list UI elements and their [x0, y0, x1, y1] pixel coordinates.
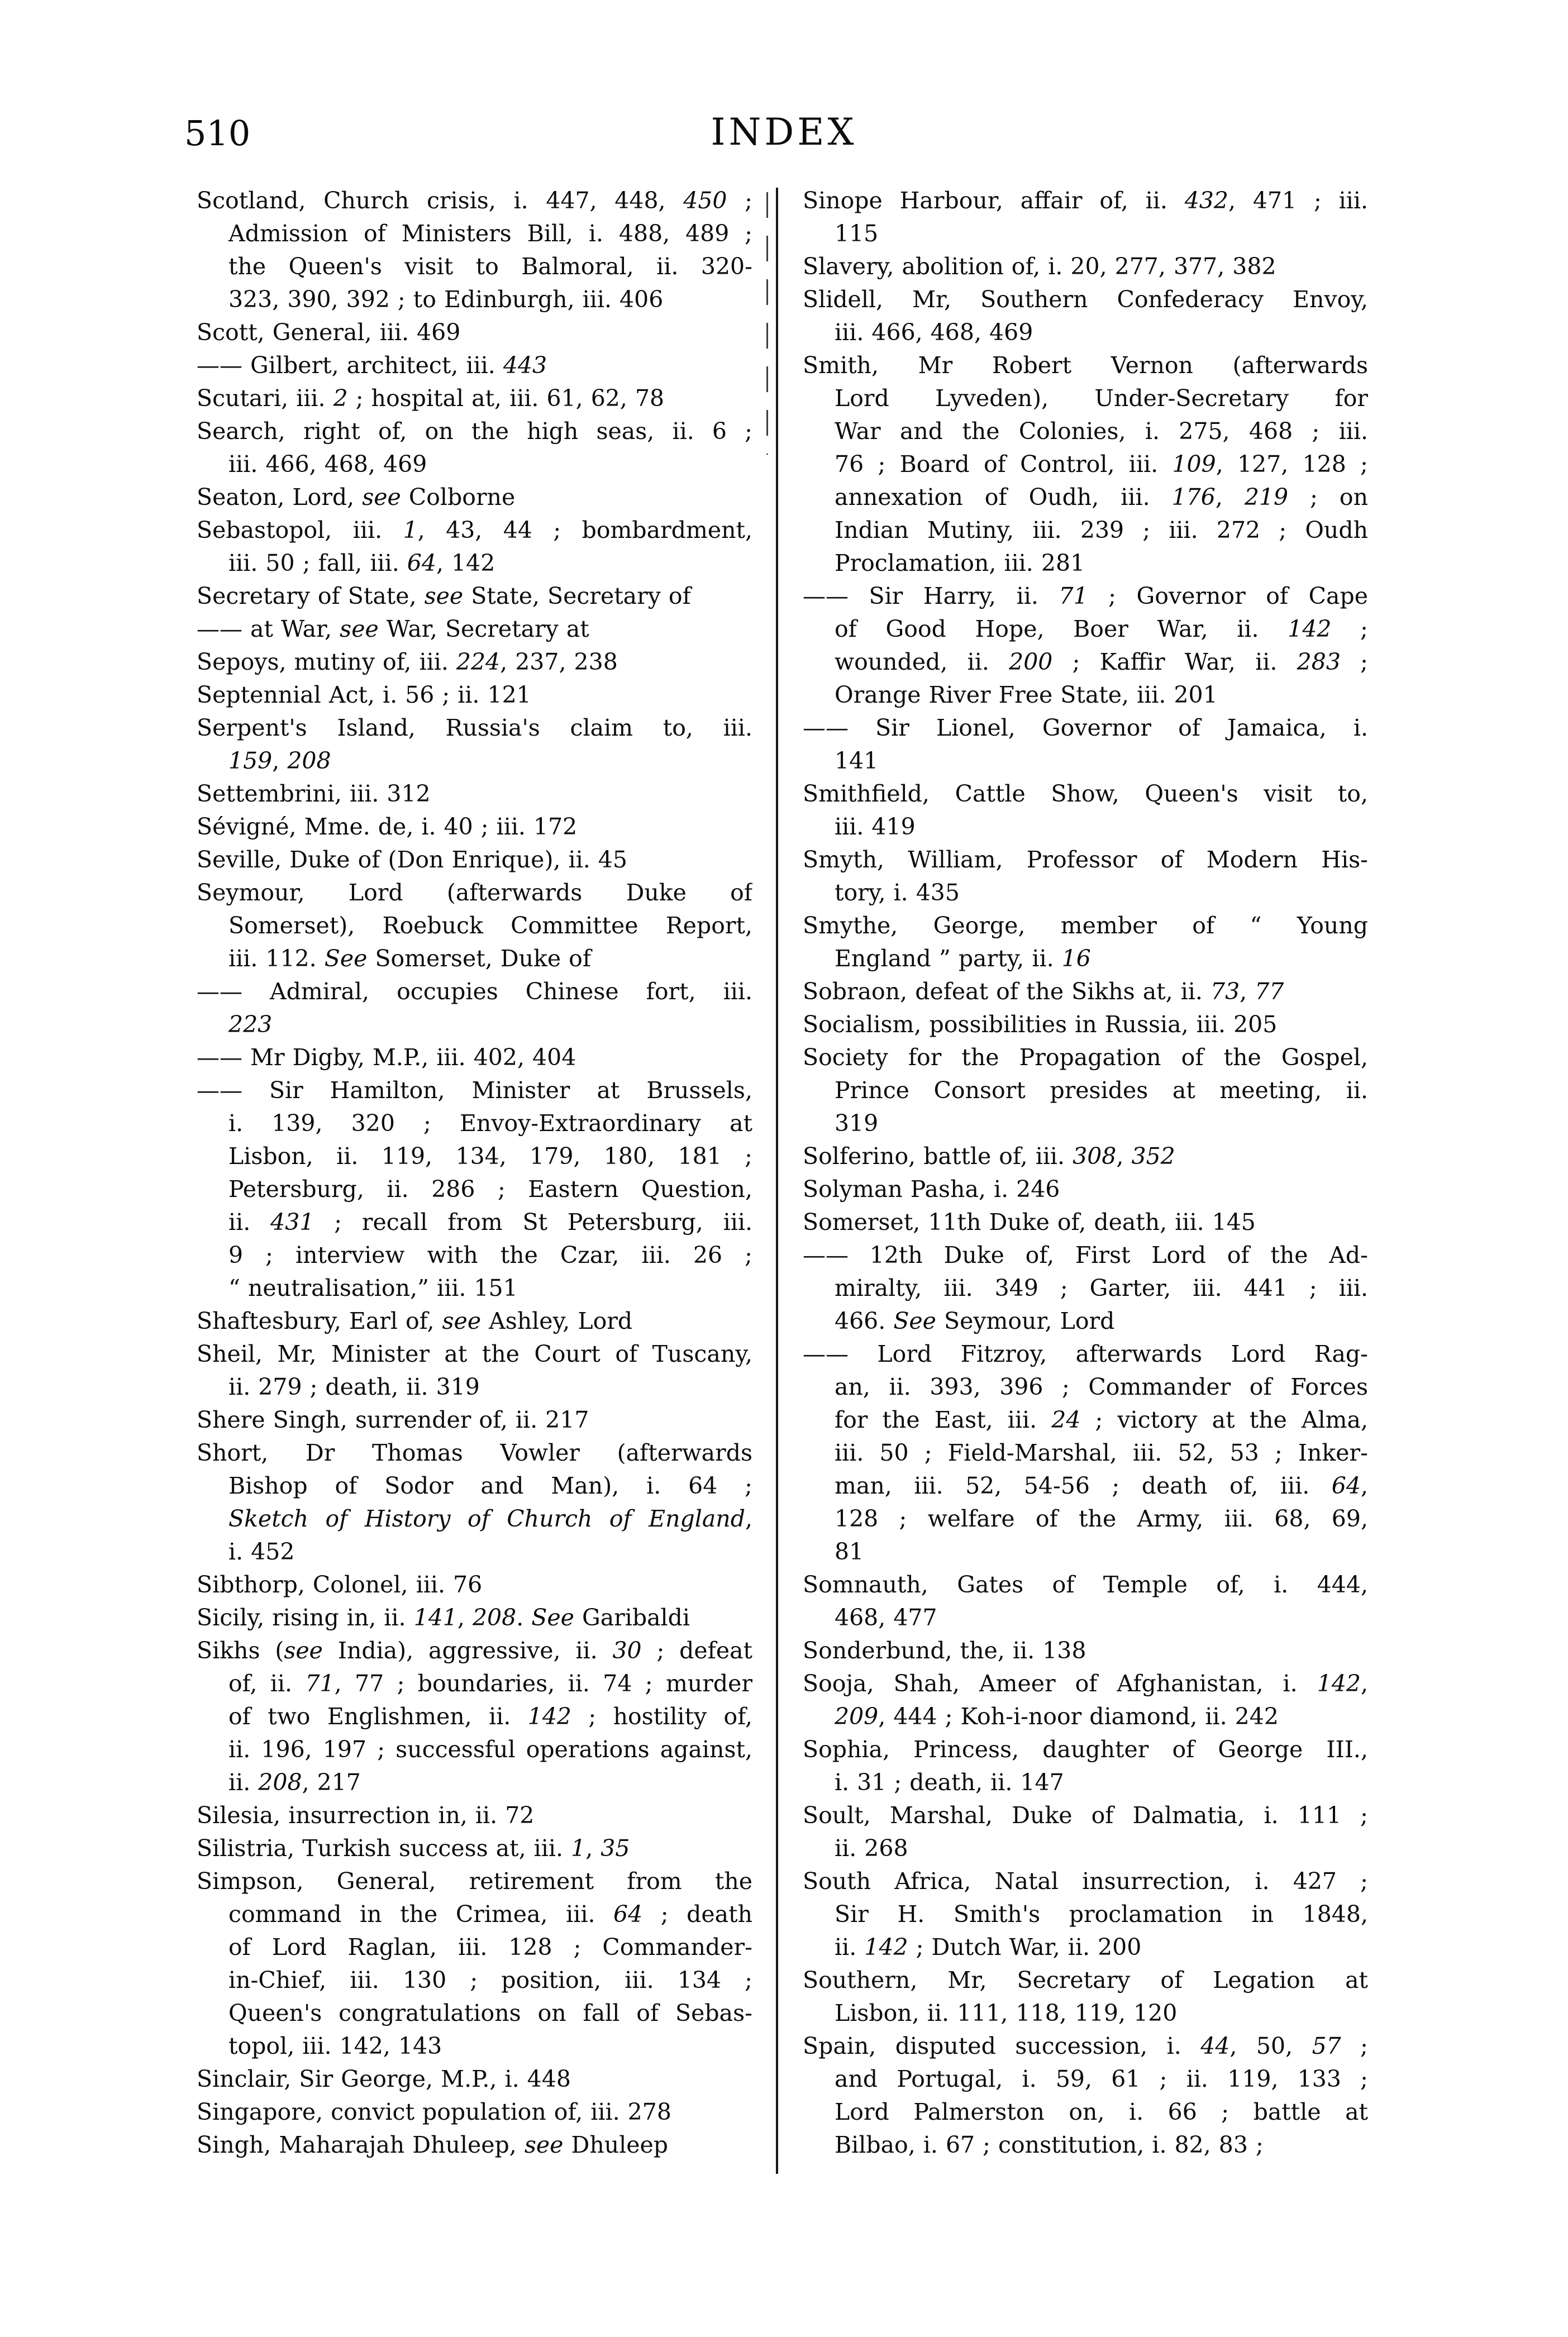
index-line: Scotland, Church crisis, i. 447, 448, 450 ; — [197, 187, 752, 214]
index-line: Lord Palmerston on, i. 66 ; battle at — [835, 2098, 1368, 2125]
index-line: Sketch of History of Church of England, — [228, 1505, 752, 1532]
index-line: Somnauth, Gates of Temple of, i. 444, — [803, 1571, 1368, 1598]
index-line: Bilbao, i. 67 ; constitution, i. 82, 83 ; — [835, 2131, 1264, 2158]
index-line: Smythe, George, member of “ Young — [803, 912, 1368, 939]
index-column-right — [803, 184, 1368, 2162]
index-line: —— Mr Digby, M.P., iii. 402, 404 — [197, 1044, 576, 1071]
index-line: 159, 208 — [228, 747, 331, 774]
index-line: Search, right of, on the high seas, ii. 6 ; — [197, 418, 752, 445]
index-line: Seville, Duke of (Don Enrique), ii. 45 — [197, 846, 627, 873]
index-line: 468, 477 — [835, 1604, 937, 1631]
index-column-left — [197, 184, 752, 2162]
index-line: topol, iii. 142, 143 — [228, 2033, 442, 2059]
index-line: Shaftesbury, Earl of, see Ashley, Lord — [197, 1308, 633, 1334]
index-line: Shere Singh, surrender of, ii. 217 — [197, 1406, 589, 1433]
index-line: Scott, General, iii. 469 — [197, 319, 461, 346]
index-line: Soult, Marshal, Duke of Dalmatia, i. 111 ; — [803, 1802, 1368, 1829]
index-line: iii. 50 ; Field-Marshal, iii. 52, 53 ; Inker- — [835, 1439, 1368, 1466]
index-line: 128 ; welfare of the Army, iii. 68, 69, — [835, 1505, 1368, 1532]
index-line: Solyman Pasha, i. 246 — [803, 1176, 1060, 1203]
index-line: of Lord Raglan, iii. 128 ; Commander- — [228, 1934, 752, 1961]
index-line: Sonderbund, the, ii. 138 — [803, 1637, 1086, 1664]
index-line: Prince Consort presides at meeting, ii. — [835, 1077, 1368, 1104]
index-line: Proclamation, iii. 281 — [835, 550, 1085, 576]
index-line: England ” party, ii. 16 — [835, 945, 1091, 972]
index-line: Lord Lyveden), Under-Secretary for — [835, 385, 1368, 412]
index-line: of Good Hope, Boer War, ii. 142 ; — [835, 616, 1368, 642]
index-line: —— Lord Fitzroy, afterwards Lord Rag- — [803, 1341, 1368, 1367]
index-line: —— at War, see War, Secretary at — [197, 616, 589, 642]
index-line: ii. 279 ; death, ii. 319 — [228, 1373, 480, 1400]
index-line: Somerset, 11th Duke of, death, iii. 145 — [803, 1209, 1256, 1236]
index-line: Sobraon, defeat of the Sikhs at, ii. 73, 77 — [803, 978, 1284, 1005]
index-line: annexation of Oudh, iii. 176, 219 ; on — [835, 484, 1368, 511]
index-line: ii. 196, 197 ; successful operations against, — [228, 1736, 752, 1763]
index-line: Sebastopol, iii. 1, 43, 44 ; bombardment, — [197, 517, 752, 543]
index-line: Socialism, possibilities in Russia, iii. 205 — [803, 1011, 1278, 1038]
index-line: Slavery, abolition of, i. 20, 277, 377, 382 — [803, 253, 1276, 280]
index-line: iii. 419 — [835, 813, 916, 840]
index-line: 319 — [835, 1110, 879, 1137]
index-line: Orange River Free State, iii. 201 — [835, 681, 1218, 708]
index-line: man, iii. 52, 54-56 ; death of, iii. 64, — [835, 1472, 1368, 1499]
index-line: Smith, Mr Robert Vernon (afterwards — [803, 352, 1368, 379]
index-line: ii. 142 ; Dutch War, ii. 200 — [835, 1934, 1142, 1961]
index-line: Bishop of Sodor and Man), i. 64 ; — [228, 1472, 752, 1499]
index-line: Singh, Maharajah Dhuleep, see Dhuleep — [197, 2131, 669, 2158]
index-line: —— Sir Lionel, Governor of Jamaica, i. — [803, 714, 1368, 741]
index-line: i. 139, 320 ; Envoy-Extraordinary at — [228, 1110, 752, 1137]
index-line: 209, 444 ; Koh-i-noor diamond, ii. 242 — [835, 1703, 1279, 1730]
index-line: of, ii. 71, 77 ; boundaries, ii. 74 ; murder — [228, 1670, 752, 1697]
index-line: Sir H. Smith's proclamation in 1848, — [835, 1901, 1368, 1928]
page-number: 510 — [184, 113, 251, 154]
index-line: Lisbon, ii. 119, 134, 179, 180, 181 ; — [228, 1143, 752, 1170]
index-line: —— Admiral, occupies Chinese fort, iii. — [197, 978, 752, 1005]
index-line: Southern, Mr, Secretary of Legation at — [803, 1967, 1368, 1993]
index-line: Admission of Ministers Bill, i. 488, 489 ; — [228, 220, 752, 247]
index-line: “ neutralisation,” iii. 151 — [228, 1275, 518, 1301]
index-line: iii. 466, 468, 469 — [835, 319, 1033, 346]
index-line: Petersburg, ii. 286 ; Eastern Question, — [228, 1176, 752, 1203]
column-divider-ghost-line — [766, 192, 768, 455]
index-line: Smyth, William, Professor of Modern His- — [803, 846, 1368, 873]
index-line: miralty, iii. 349 ; Garter, iii. 441 ; iii. — [835, 1275, 1368, 1301]
index-line: Settembrini, iii. 312 — [197, 780, 431, 807]
index-line: Smithfield, Cattle Show, Queen's visit to, — [803, 780, 1368, 807]
index-line: —— 12th Duke of, First Lord of the Ad- — [803, 1242, 1368, 1268]
index-line: Sinclair, Sir George, M.P., i. 448 — [197, 2066, 571, 2092]
index-line: Sinope Harbour, affair of, ii. 432, 471 ; iii. — [803, 187, 1368, 214]
index-line: command in the Crimea, iii. 64 ; death — [228, 1901, 752, 1928]
index-line: Serpent's Island, Russia's claim to, iii. — [197, 714, 752, 741]
index-line: tory, i. 435 — [835, 879, 960, 906]
index-line: Slidell, Mr, Southern Confederacy Envoy, — [803, 286, 1368, 313]
index-line: i. 31 ; death, ii. 147 — [835, 1769, 1064, 1796]
index-line: Singapore, convict population of, iii. 278 — [197, 2098, 671, 2125]
index-line: Sooja, Shah, Ameer of Afghanistan, i. 142, — [803, 1670, 1368, 1697]
index-line: in-Chief, iii. 130 ; position, iii. 134 ; — [228, 1967, 752, 1993]
index-line: 115 — [835, 220, 879, 247]
index-line: iii. 112. See Somerset, Duke of — [228, 945, 592, 972]
index-line: South Africa, Natal insurrection, i. 427 ; — [803, 1868, 1368, 1895]
index-line: Sévigné, Mme. de, i. 40 ; iii. 172 — [197, 813, 578, 840]
index-line: Sheil, Mr, Minister at the Court of Tuscany, — [197, 1341, 752, 1367]
index-line: —— Gilbert, architect, iii. 443 — [197, 352, 547, 379]
index-line: the Queen's visit to Balmoral, ii. 320- — [228, 253, 752, 280]
index-line: Society for the Propagation of the Gospel, — [803, 1044, 1368, 1071]
index-line: Silistria, Turkish success at, iii. 1, 35 — [197, 1835, 630, 1862]
index-line: 323, 390, 392 ; to Edinburgh, iii. 406 — [228, 286, 664, 313]
index-line: Queen's congratulations on fall of Sebas- — [228, 2000, 752, 2026]
index-line: Spain, disputed succession, i. 44, 50, 57 ; — [803, 2033, 1368, 2059]
index-line: and Portugal, i. 59, 61 ; ii. 119, 133 ; — [835, 2066, 1368, 2092]
index-line: Sibthorp, Colonel, iii. 76 — [197, 1571, 483, 1598]
index-line: Sophia, Princess, daughter of George III., — [803, 1736, 1368, 1763]
index-line: Secretary of State, see State, Secretary of — [197, 583, 691, 609]
index-line: ii. 431 ; recall from St Petersburg, iii. — [228, 1209, 752, 1236]
index-line: Silesia, insurrection in, ii. 72 — [197, 1802, 535, 1829]
index-line: Sicily, rising in, ii. 141, 208. See Garibaldi — [197, 1604, 690, 1631]
index-line: —— Sir Harry, ii. 71 ; Governor of Cape — [803, 583, 1368, 609]
index-line: 223 — [228, 1011, 273, 1038]
index-line: Somerset), Roebuck Committee Report, — [228, 912, 752, 939]
index-line: Lisbon, ii. 111, 118, 119, 120 — [835, 2000, 1178, 2026]
index-line: Seaton, Lord, see Colborne — [197, 484, 516, 511]
column-divider — [776, 188, 778, 2174]
index-line: War and the Colonies, i. 275, 468 ; iii. — [835, 418, 1368, 445]
index-line: Scutari, iii. 2 ; hospital at, iii. 61, 62, 78 — [197, 385, 665, 412]
index-line: 81 — [835, 1538, 864, 1565]
index-line: iii. 466, 468, 469 — [228, 451, 427, 478]
index-line: Septennial Act, i. 56 ; ii. 121 — [197, 681, 531, 708]
index-line: an, ii. 393, 396 ; Commander of Forces — [835, 1373, 1368, 1400]
index-line: Sikhs (see India), aggressive, ii. 30 ; defeat — [197, 1637, 752, 1664]
index-line: —— Sir Hamilton, Minister at Brussels, — [197, 1077, 752, 1104]
index-line: 141 — [835, 747, 879, 774]
index-line: ii. 268 — [835, 1835, 908, 1862]
index-line: of two Englishmen, ii. 142 ; hostility of, — [228, 1703, 752, 1730]
index-line: 76 ; Board of Control, iii. 109, 127, 128 ; — [835, 451, 1368, 478]
index-line: ii. 208, 217 — [228, 1769, 361, 1796]
index-line: Simpson, General, retirement from the — [197, 1868, 752, 1895]
index-line: i. 452 — [228, 1538, 295, 1565]
index-line: 466. See Seymour, Lord — [835, 1308, 1115, 1334]
page-title: INDEX — [711, 111, 857, 154]
index-line: 9 ; interview with the Czar, iii. 26 ; — [228, 1242, 752, 1268]
index-line: Short, Dr Thomas Vowler (afterwards — [197, 1439, 752, 1466]
index-line: Sepoys, mutiny of, iii. 224, 237, 238 — [197, 648, 618, 675]
index-line: Seymour, Lord (afterwards Duke of — [197, 879, 752, 906]
index-line: Indian Mutiny, iii. 239 ; iii. 272 ; Oudh — [835, 517, 1368, 543]
index-line: Solferino, battle of, iii. 308, 352 — [803, 1143, 1175, 1170]
index-line: iii. 50 ; fall, iii. 64, 142 — [228, 550, 495, 576]
index-line: wounded, ii. 200 ; Kaffir War, ii. 283 ; — [835, 648, 1368, 675]
index-line: for the East, iii. 24 ; victory at the Alma, — [835, 1406, 1368, 1433]
